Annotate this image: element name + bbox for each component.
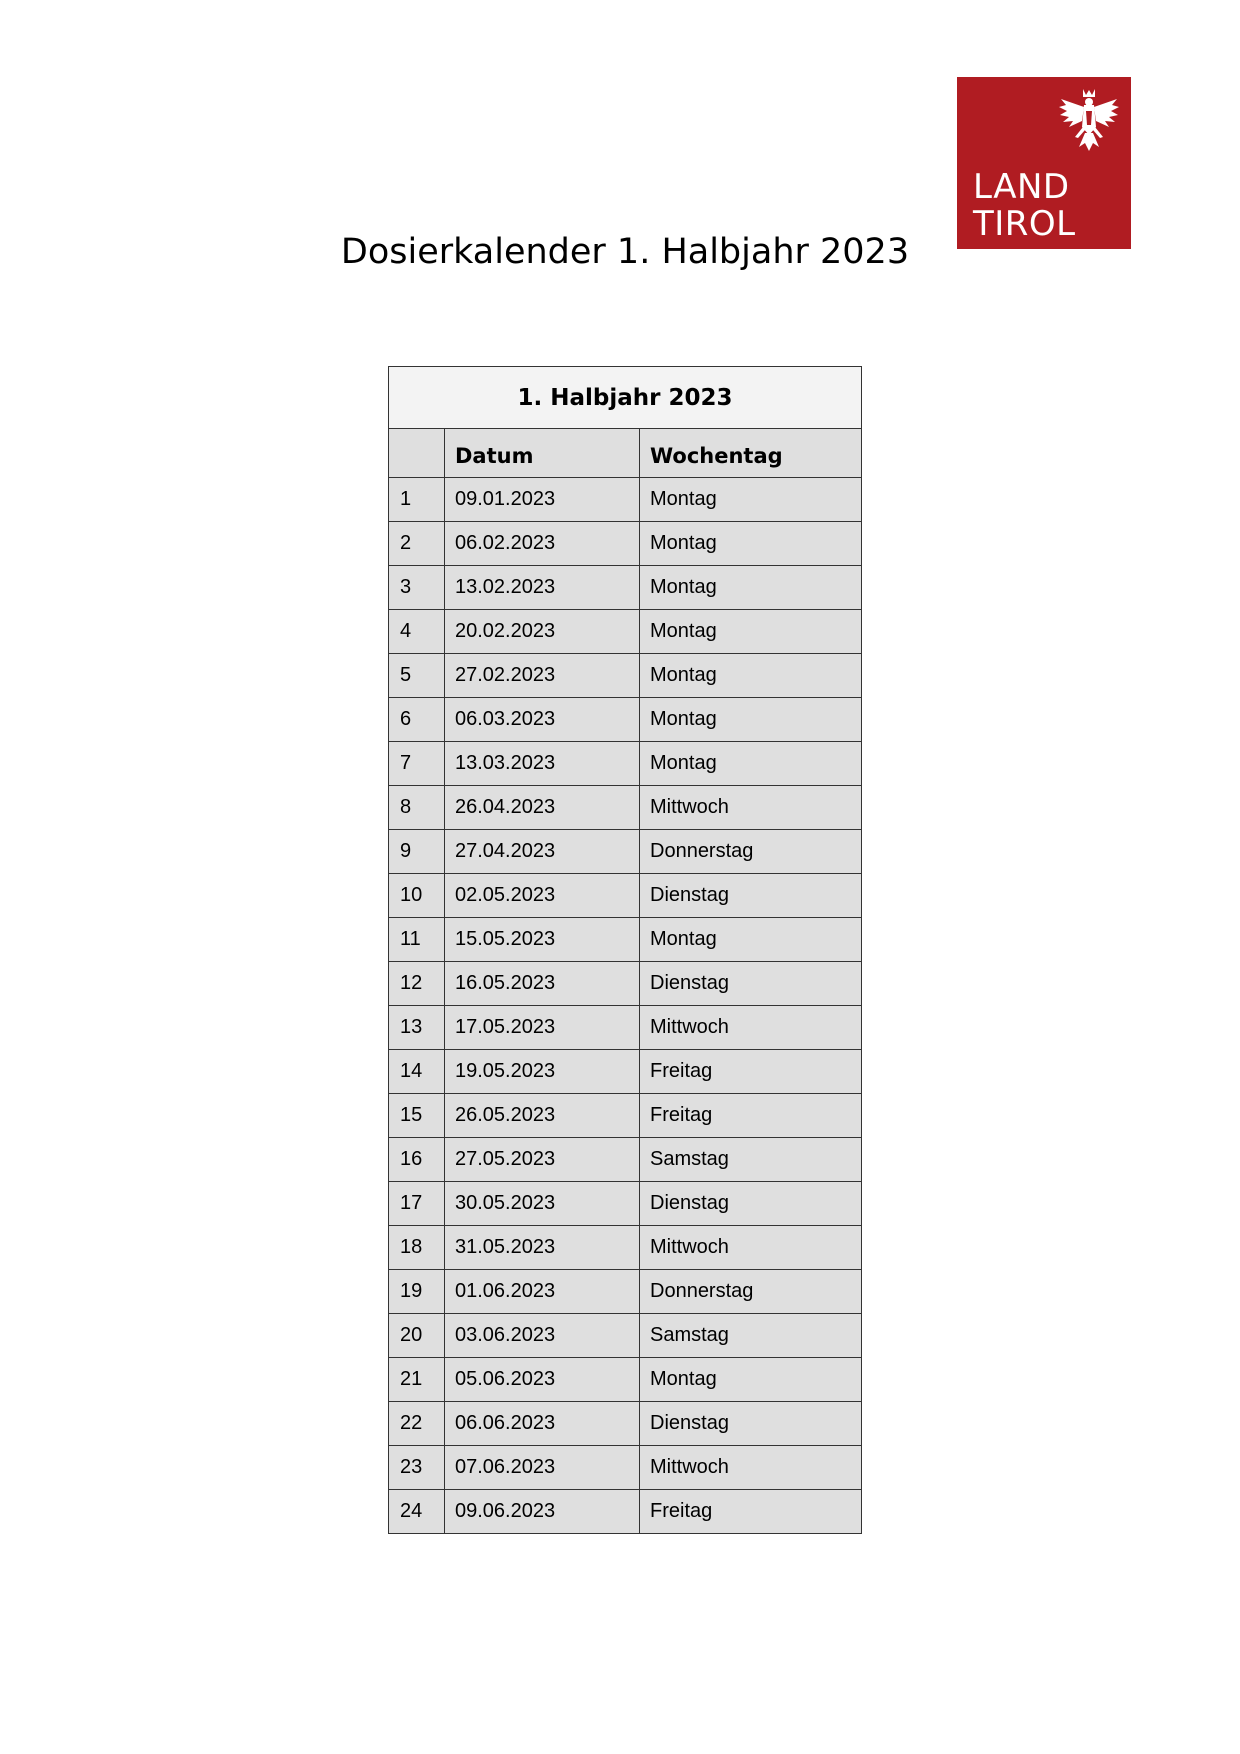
table-row — [389, 874, 862, 918]
row-number: 2 — [389, 522, 445, 566]
row-wochentag: Montag — [640, 698, 862, 742]
row-wochentag: Montag — [640, 742, 862, 786]
row-datum: 01.06.2023 — [445, 1270, 640, 1314]
row-datum: 05.06.2023 — [445, 1358, 640, 1402]
page-title: Dosierkalender 1. Halbjahr 2023 — [340, 232, 910, 272]
logo-line-land: LAND — [973, 167, 1070, 207]
row-datum: 17.05.2023 — [445, 1006, 640, 1050]
row-wochentag: Montag — [640, 566, 862, 610]
table-row — [389, 1182, 862, 1226]
row-datum: 13.02.2023 — [445, 566, 640, 610]
row-wochentag: Samstag — [640, 1314, 862, 1358]
table-row — [389, 1138, 862, 1182]
row-datum: 09.06.2023 — [445, 1490, 640, 1534]
table-row — [389, 962, 862, 1006]
table-row — [389, 1490, 862, 1534]
row-number: 4 — [389, 610, 445, 654]
row-number: 16 — [389, 1138, 445, 1182]
row-datum: 27.02.2023 — [445, 654, 640, 698]
table-row — [389, 478, 862, 522]
row-datum: 19.05.2023 — [445, 1050, 640, 1094]
table-row — [389, 1094, 862, 1138]
row-number: 1 — [389, 478, 445, 522]
column-header-datum: Datum — [445, 429, 640, 478]
row-datum: 26.05.2023 — [445, 1094, 640, 1138]
column-header-wochentag: Wochentag — [640, 429, 862, 478]
row-number: 7 — [389, 742, 445, 786]
table-row — [389, 830, 862, 874]
table-row — [389, 1446, 862, 1490]
row-datum: 13.03.2023 — [445, 742, 640, 786]
row-datum: 31.05.2023 — [445, 1226, 640, 1270]
row-number: 10 — [389, 874, 445, 918]
row-number: 14 — [389, 1050, 445, 1094]
table-row — [389, 698, 862, 742]
row-datum: 15.05.2023 — [445, 918, 640, 962]
row-datum: 02.05.2023 — [445, 874, 640, 918]
table-row — [389, 610, 862, 654]
row-wochentag: Montag — [640, 918, 862, 962]
table-row — [389, 918, 862, 962]
row-wochentag: Mittwoch — [640, 1006, 862, 1050]
land-tirol-logo — [957, 77, 1131, 249]
table-row — [389, 786, 862, 830]
row-number: 23 — [389, 1446, 445, 1490]
row-wochentag: Donnerstag — [640, 830, 862, 874]
table-row — [389, 1402, 862, 1446]
row-number: 17 — [389, 1182, 445, 1226]
row-datum: 06.03.2023 — [445, 698, 640, 742]
row-number: 19 — [389, 1270, 445, 1314]
row-wochentag: Freitag — [640, 1050, 862, 1094]
row-datum: 20.02.2023 — [445, 610, 640, 654]
dosing-calendar-table — [388, 366, 862, 1534]
table-row — [389, 522, 862, 566]
row-number: 24 — [389, 1490, 445, 1534]
row-number: 20 — [389, 1314, 445, 1358]
row-datum: 27.04.2023 — [445, 830, 640, 874]
row-wochentag: Mittwoch — [640, 786, 862, 830]
row-number: 22 — [389, 1402, 445, 1446]
row-datum: 03.06.2023 — [445, 1314, 640, 1358]
row-number: 9 — [389, 830, 445, 874]
row-wochentag: Freitag — [640, 1094, 862, 1138]
row-number: 3 — [389, 566, 445, 610]
table-body — [389, 478, 862, 1534]
column-header-number — [389, 429, 445, 478]
row-wochentag: Dienstag — [640, 1402, 862, 1446]
row-wochentag: Dienstag — [640, 1182, 862, 1226]
table-row — [389, 1226, 862, 1270]
row-wochentag: Mittwoch — [640, 1226, 862, 1270]
row-datum: 16.05.2023 — [445, 962, 640, 1006]
row-number: 11 — [389, 918, 445, 962]
row-wochentag: Mittwoch — [640, 1446, 862, 1490]
table-row — [389, 1006, 862, 1050]
table-row — [389, 1050, 862, 1094]
row-wochentag: Donnerstag — [640, 1270, 862, 1314]
row-datum: 09.01.2023 — [445, 478, 640, 522]
row-wochentag: Montag — [640, 654, 862, 698]
table-caption: 1. Halbjahr 2023 — [389, 367, 862, 429]
row-datum: 06.06.2023 — [445, 1402, 640, 1446]
row-datum: 26.04.2023 — [445, 786, 640, 830]
table-row — [389, 742, 862, 786]
row-datum: 27.05.2023 — [445, 1138, 640, 1182]
table-row — [389, 1270, 862, 1314]
row-wochentag: Dienstag — [640, 962, 862, 1006]
table-row — [389, 1358, 862, 1402]
table-row — [389, 1314, 862, 1358]
row-datum: 06.02.2023 — [445, 522, 640, 566]
row-wochentag: Montag — [640, 478, 862, 522]
row-number: 21 — [389, 1358, 445, 1402]
row-wochentag: Montag — [640, 1358, 862, 1402]
row-datum: 07.06.2023 — [445, 1446, 640, 1490]
row-number: 13 — [389, 1006, 445, 1050]
tyrolean-eagle-icon — [1057, 87, 1121, 153]
table-row — [389, 654, 862, 698]
row-number: 15 — [389, 1094, 445, 1138]
table-row — [389, 566, 862, 610]
row-wochentag: Freitag — [640, 1490, 862, 1534]
row-wochentag: Montag — [640, 522, 862, 566]
row-wochentag: Dienstag — [640, 874, 862, 918]
row-number: 8 — [389, 786, 445, 830]
row-wochentag: Montag — [640, 610, 862, 654]
row-number: 18 — [389, 1226, 445, 1270]
row-number: 12 — [389, 962, 445, 1006]
row-datum: 30.05.2023 — [445, 1182, 640, 1226]
row-wochentag: Samstag — [640, 1138, 862, 1182]
row-number: 5 — [389, 654, 445, 698]
logo-line-tirol: TIROL — [973, 204, 1076, 244]
row-number: 6 — [389, 698, 445, 742]
